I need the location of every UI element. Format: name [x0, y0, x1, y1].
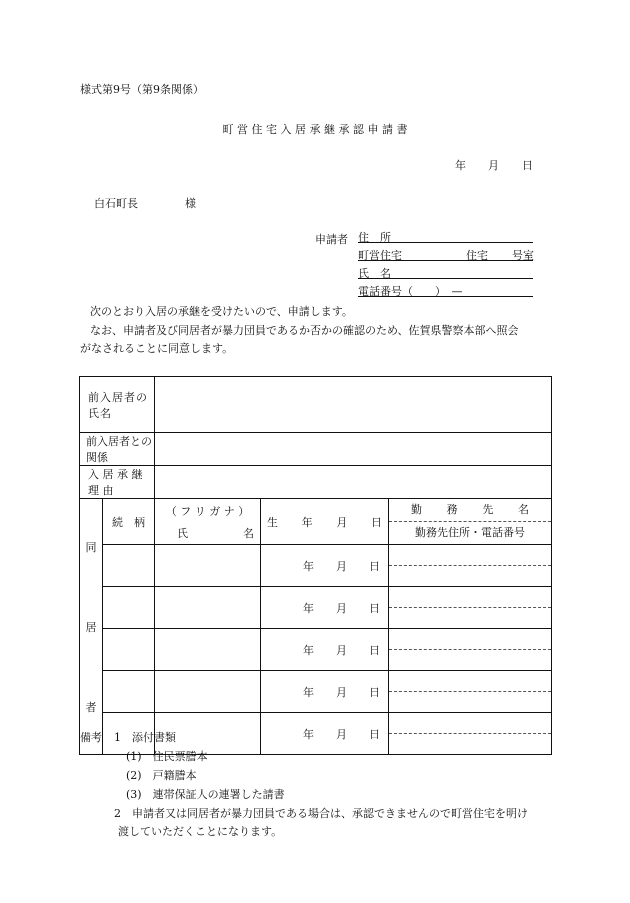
housing-unit: 住宅	[466, 249, 488, 262]
row-3-birth[interactable]: 年 月 日	[261, 629, 389, 671]
reason-label: 入 居 承 継 理 由	[80, 466, 155, 499]
row-4-relation[interactable]	[103, 671, 155, 713]
row-5-birth[interactable]: 年 月 日	[261, 713, 389, 755]
name-header-1: 氏	[177, 526, 188, 540]
note-1-item-2: (2) 戸籍謄本	[126, 769, 197, 782]
name-label: 氏 名	[358, 267, 391, 280]
phone-label: 電話番号（ ） —	[358, 285, 463, 298]
room-label: 号室	[512, 249, 534, 262]
household-char-2: 居	[85, 620, 97, 634]
row-1-name[interactable]	[155, 545, 261, 587]
col-name-header	[155, 499, 261, 545]
relation-label: 前入居者との関係	[80, 433, 155, 466]
work-h-1: 勤	[411, 503, 422, 516]
note-2-line-2: 渡していただくことになります。	[118, 825, 283, 838]
birth-h-4: 日	[370, 515, 382, 529]
note-1-item-3: (3) 連帯保証人の連署した請書	[126, 788, 285, 801]
applicant-label: 申請者	[315, 233, 348, 246]
succession-table	[79, 376, 552, 755]
name-header-2: 名	[243, 526, 254, 540]
work-h-2: 務	[446, 503, 458, 516]
phone-field	[358, 283, 533, 297]
col-relation-header: 続 柄	[103, 499, 155, 545]
furigana-label: （ フ リ ガ ナ ）	[165, 504, 250, 518]
row-4-work[interactable]	[389, 671, 552, 713]
row-1-work[interactable]	[389, 545, 552, 587]
col-birth-header	[261, 499, 389, 545]
addressee-honorific: 様	[185, 197, 196, 210]
reason-cell[interactable]	[155, 466, 552, 499]
date-day: 日	[522, 159, 533, 172]
page-title: 町 営 住 宅 入 居 承 継 承 認 申 請 書	[222, 123, 408, 136]
birth-h-1: 生	[267, 515, 278, 529]
body-line-2: なお、申請者及び同居者が暴力団員であるか否かの確認のため、佐賀県警察本部へ照会	[90, 324, 519, 337]
address-label: 住 所	[358, 231, 391, 244]
addressee-name: 白石町長	[94, 197, 138, 210]
body-line-3: がなされることに同意します。	[80, 342, 234, 355]
row-3-work[interactable]	[389, 629, 552, 671]
date-month: 月	[488, 159, 499, 172]
date-year: 年	[455, 159, 466, 172]
row-5-work[interactable]	[389, 713, 552, 755]
note-1-item-1: (1) 住民票謄本	[126, 750, 208, 763]
prev-name-cell[interactable]	[155, 377, 552, 433]
row-2-work[interactable]	[389, 587, 552, 629]
name-field	[358, 265, 533, 279]
work-header-2: 勤務先住所・電話番号	[389, 521, 551, 544]
form-number: 様式第9号（第9条関係）	[80, 83, 204, 96]
notes-label: 備考	[80, 731, 102, 744]
household-label	[80, 499, 103, 755]
row-4-name[interactable]	[155, 671, 261, 713]
prev-name-label: 前入居者の氏名	[80, 377, 155, 433]
row-2-birth[interactable]: 年 月 日	[261, 587, 389, 629]
row-1-birth[interactable]: 年 月 日	[261, 545, 389, 587]
row-2-name[interactable]	[155, 587, 261, 629]
household-char-3: 者	[85, 700, 97, 714]
row-1-relation[interactable]	[103, 545, 155, 587]
note-1: 1 添付書類	[114, 731, 176, 744]
relation-cell[interactable]	[155, 433, 552, 466]
birth-h-2: 年	[301, 515, 313, 529]
col-work-header	[389, 499, 552, 545]
row-2-relation[interactable]	[103, 587, 155, 629]
row-4-birth[interactable]: 年 月 日	[261, 671, 389, 713]
housing-label: 町営住宅	[358, 249, 402, 262]
birth-h-3: 月	[336, 515, 348, 529]
address-field	[358, 229, 533, 243]
work-h-3: 先	[482, 503, 494, 516]
row-3-relation[interactable]	[103, 629, 155, 671]
housing-field	[358, 247, 533, 261]
work-h-4: 名	[518, 503, 530, 516]
body-line-1: 次のとおり入居の承継を受けたいので、申請します。	[90, 305, 353, 318]
row-3-name[interactable]	[155, 629, 261, 671]
note-2-line-1: 2 申請者又は同居者が暴力団員である場合は、承認できませんので町営住宅を明け	[114, 807, 528, 820]
household-char-1: 同	[85, 540, 97, 554]
